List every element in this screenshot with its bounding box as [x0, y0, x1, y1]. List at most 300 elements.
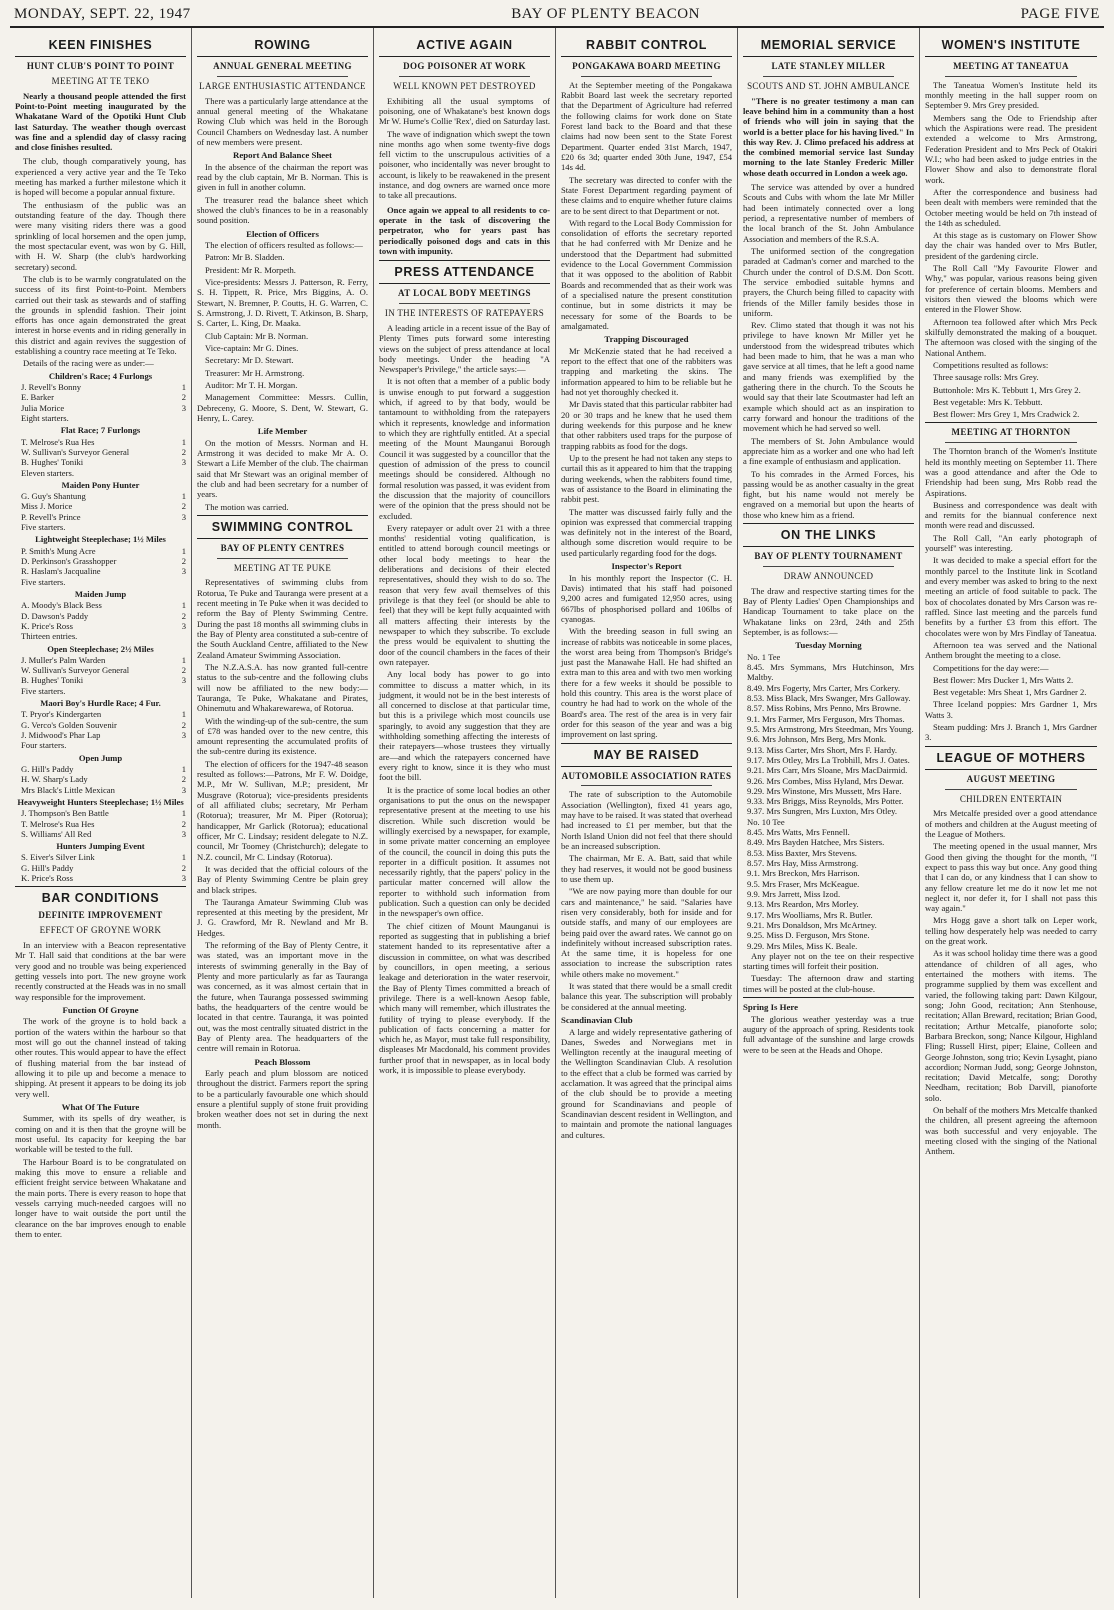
- paragraph: Vice-presidents: Messrs J. Patterson, R. Ferry, S. H. Tippett, R. Price, Mrs Biggins, A. O. Stewart, N. Bremner, P. Coutts, H. G. Warren, C. S. Armstrong, J. D. Rivett, T. Atkinson, B. Sharp, S. Carter, L. King, Dr. Maaka.: [197, 277, 368, 329]
- placing: 1: [181, 491, 186, 502]
- paragraph: Best vegetable: Mrs K. Tebbutt.: [933, 396, 1043, 407]
- divider: [925, 769, 1097, 770]
- draw-entry: 8.45. Mrs Symmans, Mrs Hutchinson, Mrs Maltby.: [747, 662, 914, 683]
- paragraph: Treasurer: Mr H. Armstrong.: [205, 367, 305, 378]
- subhead: ANNUAL GENERAL MEETING: [213, 61, 352, 71]
- headline-active-again: ACTIVE AGAIN: [416, 38, 513, 52]
- paragraph: Mr McKenzie stated that he had received a report to the effect that one of the rabbiters was trapping and marketing the skins. The information appeared to him to be reliable but he had not yet thoroughly checked it.: [561, 345, 732, 398]
- placing: 2: [181, 446, 186, 457]
- article-body: [197, 162, 368, 226]
- race-title: Heavyweight Hunters Steeplechase; 1½ Miles: [17, 796, 184, 807]
- paragraph: The members of St. John Ambulance would appreciate him as a worker and one who had left a fine example of enthusiasm and application.: [743, 435, 914, 467]
- article-body: [743, 182, 914, 520]
- divider: [743, 546, 914, 547]
- paragraph: Exhibiting all the usual symptoms of poisoning, one of Whakatane's best known dogs Mr W. Hume's Collie 'Rex', died on Saturday last.: [379, 95, 551, 127]
- horse-name: Mrs Black's Little Mexican: [21, 784, 115, 795]
- paragraph: The meeting opened in the usual manner, Mrs Good then giving the thought for the month, "I expect to pass this way but once. Any good thing that I can do, or any kindness that I can show to any fellow creature let me do it now let me not neglect it, nor defer it, for I shall not pass this way again.": [925, 841, 1097, 914]
- placing: 2: [181, 818, 186, 829]
- subhead: HUNT CLUB'S POINT TO POINT: [26, 61, 175, 71]
- draw-entry: 9.17. Mrs Otley, Mrs La Trobhill, Mrs J. Oates.: [747, 754, 910, 765]
- subhead: MEETING AT TANEATUA: [953, 61, 1069, 71]
- paragraph: The service was attended by over a hundred Scouts and Cubs with whom the late Mr Miller had been intimately connected over a long period, a representative number of members of the local branch of the St. John Ambulance Association and members of the R.S.A.: [743, 182, 914, 244]
- race-result-row: [15, 621, 186, 631]
- subhead: DEFINITE IMPROVEMENT: [38, 910, 163, 921]
- horse-name: B. Hughes' Toniki: [21, 457, 84, 468]
- paragraph: The glorious weather yesterday was a true augury of the approach of spring. Residents took full advantage of the sunshine and large crowds were to be seen at the Heads and Ohope.: [743, 1013, 914, 1055]
- divider: [925, 746, 1097, 747]
- paragraph: After the correspondence and business had been dealt with members were reminded that the October meeting would be held on 7th instead of the 14th as scheduled.: [925, 186, 1097, 228]
- draw-entry: 9.29. Mrs Miles, Miss K. Beale.: [747, 940, 858, 951]
- placing: 1: [181, 852, 186, 863]
- horse-name: K. Price's Ross: [21, 620, 73, 631]
- draw-entry: 8.53. Miss Baxter, Mrs Stevens.: [747, 847, 857, 858]
- section-heading: Trapping Discouraged: [604, 334, 689, 345]
- paragraph: The Taneatua Women's Institute held its monthly meeting in the hall supper room on September 9. Mrs Grey presided.: [925, 79, 1097, 111]
- draw-entry: 9.5. Mrs Armstrong, Mrs Steedman, Mrs Young.: [747, 723, 914, 734]
- headline-rowing: ROWING: [254, 38, 311, 52]
- headline-league-of-mothers: LEAGUE OF MOTHERS: [936, 750, 1086, 765]
- paragraph: Buttonhole: Mrs K. Tebbutt 1, Mrs Grey 2.: [933, 384, 1081, 395]
- masthead: [10, 6, 1104, 28]
- article-body: [925, 80, 1097, 420]
- placing: 3: [181, 828, 186, 839]
- horse-name: P. Smith's Mung Acre: [21, 545, 96, 556]
- paragraph: The election of officers for the 1947-48 season resulted as follows:—Patrons, Mr F. W. Doidge, M.P., Mr W. Sullivan, M.P.; president, Mr Musgrave (Rotorua); vice-presidents presidents of all affiliated clubs; secretary, Mr Perham (Rotorua); treasurer, Mr M. Piper (Rotorua); handicapper, Mr Garlick (Rotorua); educational officer, Mr C. Lindsay; resident delegate to N.Z. council, Mr Toomey (Christchurch); delegate to N.Z. council, Mr C. Lindsay (Rotorua).: [197, 758, 368, 862]
- paragraph: At this stage as is customary on Flower Show day the chair was handed over to Mrs Butler, president of the gardening circle.: [925, 230, 1097, 261]
- paragraph: On behalf of the mothers Mrs Metcalfe thanked the children, all present agreeing the afternoon was both successful and very enjoyable. The meeting closed with the singing of the National Anthem.: [925, 1105, 1097, 1157]
- divider: [763, 566, 894, 567]
- race-title: Maori Boy's Hurdle Race; 4 Fur.: [40, 698, 161, 709]
- paragraph: In an interview with a Beacon representative Mr T. Hall said that conditions at the bar were very good and no trouble was being experienced getting vessels into port. The new groyne work recently constructed at the Heads was in no small way responsible for the improvement.: [15, 940, 186, 1002]
- subhead: AT LOCAL BODY MEETINGS: [398, 288, 531, 299]
- draw-entry: 9.13. Mrs Reardon, Mrs Morley.: [747, 899, 859, 910]
- deck: MEETING AT TE PUKE: [233, 562, 332, 573]
- paragraph: A large and widely representative gathering of Danes, Swedes and Norwegians met in Wellington recently at the inaugural meeting of the Wellington Scandinavian Club. A resolution to the effect that a club be formed was carried by acclamation. It was agreed that the principal aims of the club should be to provide a meeting ground for Scandinavians and people of Scandinavian descent resident in Wellington, and to maintain and promote the national languages and cultures.: [561, 1026, 732, 1140]
- placing: 2: [181, 665, 186, 676]
- horse-name: G. Hill's Paddy: [21, 763, 74, 774]
- horse-name: T. Pryor's Kindergarten: [21, 709, 102, 720]
- paragraph: The N.Z.A.S.A. has now granted full-centre status to the sub-centre and the following clubs will now be affiliated to the new body:—Tauranga, Te Puke, Whakatane and Pirates, Ohinemutu and Whakarewarewa, of Rotorua.: [197, 661, 368, 714]
- race-result-row: [15, 774, 186, 784]
- placing: 2: [181, 556, 186, 567]
- paragraph: In the absence of the chairman the report was read by the club captain, Mr B. Norman. This is given in full in another column.: [197, 161, 368, 193]
- placing: 2: [181, 392, 186, 403]
- horse-name: P. Revell's Prince: [21, 511, 81, 522]
- article-body: [197, 577, 368, 1053]
- race-title: Open Steeplechase; 2½ Miles: [47, 643, 154, 654]
- paragraph: Competitions for the day were:—: [933, 662, 1049, 673]
- article-body: [561, 1027, 732, 1140]
- article-body: [197, 240, 368, 423]
- divider: [743, 523, 914, 524]
- draw-entry: 9.37. Mrs Sungren, Mrs Luxton, Mrs Otley.: [747, 806, 898, 817]
- article-body: [15, 156, 186, 368]
- lede: "There is no greater testimony a man can leave behind him in a community than a host of friends who will join in saying that the world is a better place for his having lived." In this way Rev. J. Climo prefaced his address at the combined memorial service last Sunday morning to the late Stanley Frederic Miller whose death occurred in London a week ago.: [743, 95, 914, 178]
- deck: SCOUTS AND ST. JOHN AMBULANCE: [747, 80, 910, 91]
- subhead: AUGUST MEETING: [966, 773, 1056, 784]
- horse-name: K. Price's Ross: [21, 873, 73, 884]
- race-result-row: [15, 403, 186, 413]
- headline-rabbit-control: RABBIT CONTROL: [586, 38, 707, 52]
- race-result-row: [15, 863, 186, 873]
- divider: [15, 56, 186, 57]
- race-result-row: [15, 819, 186, 829]
- divider: [197, 56, 368, 57]
- horse-name: S. Williams' All Red: [21, 828, 92, 839]
- draw-entry: 8.49. Mrs Fogerty, Mrs Carter, Mrs Corkery.: [747, 682, 900, 693]
- horse-name: G. Verco's Golden Souvenir: [21, 719, 117, 730]
- placing: 2: [181, 610, 186, 621]
- paragraph: The Tauranga Amateur Swimming Club was represented at this meeting by the president, Mr J. G. Crawford, Mr R. Newland and Mr B. Hedges.: [197, 896, 368, 938]
- paragraph: Three sausage rolls: Mrs Grey.: [933, 372, 1039, 383]
- divider: [945, 789, 1077, 790]
- horse-name: G. Guy's Shantung: [21, 491, 86, 502]
- columns: [10, 28, 1104, 1598]
- divider: [561, 766, 732, 767]
- horse-name: G. Hill's Paddy: [21, 862, 74, 873]
- section-heading: Inspector's Report: [611, 561, 682, 572]
- race-title: Hunters Jumping Event: [56, 841, 145, 852]
- column-2: [192, 28, 374, 1598]
- subhead: DOG POISONER AT WORK: [403, 61, 526, 71]
- race-result-row: [15, 611, 186, 621]
- article-body: [561, 573, 732, 740]
- article-body: [197, 96, 368, 148]
- paragraph: With regard to the Local Body Commission for consolidation of efforts the secretary reported that he had conferred with Mr Denize and he understood that the Department had submitted evidence to the Local Government Commission that it was opposed to the abolition of Rabbit Boards and recommended that as their work was of a specialised nature the present constitution continue, but in some districts it may be necessary for some of the Boards to be amalgamated.: [561, 217, 732, 331]
- section-heading: Life Member: [257, 426, 308, 437]
- paragraph: Steam pudding: Mrs J. Branch 1, Mrs Gardner 3.: [925, 722, 1097, 743]
- article-body: [925, 808, 1097, 1156]
- masthead-paper: BAY OF PLENTY BEACON: [511, 6, 700, 22]
- placing: 1: [181, 808, 186, 819]
- paragraph: President: Mr R. Morpeth.: [205, 264, 296, 275]
- horse-name: H. W. Sharp's Lady: [21, 774, 88, 785]
- draw-entry: 9.33. Mrs Briggs, Miss Reynolds, Mrs Potter.: [747, 796, 904, 807]
- placing: 3: [181, 784, 186, 795]
- paragraph: Members sang the Ode to Friendship after which the Aspirations were read. The president extended a welcome to Mrs Armstrong, Federation President and to Mrs Peck of Otakiri W.I.; who had been asked to judge entries in the Flower Show and also to demonstrate floral work.: [925, 112, 1097, 185]
- paragraph: Any player not on the tee on their respective starting times will forfeit their position.: [743, 950, 914, 972]
- article-body: [379, 323, 550, 1076]
- race-results: [15, 371, 186, 884]
- divider: [743, 997, 914, 998]
- headline-bar-conditions: BAR CONDITIONS: [41, 891, 160, 906]
- paragraph: The Thornton branch of the Women's Institute held its monthly meeting on September 11. There was a good attendance and after the Ode to Friendship had been sung, Mrs Robb read the Aspirations.: [925, 446, 1097, 498]
- paragraph: With the winding-up of the sub-centre, the sum of £78 was handed over to the new centre, this amount representing the accumulated profits of the sub-centre during its existence.: [197, 715, 368, 757]
- race-result-row: [15, 720, 186, 730]
- divider: [925, 422, 1097, 423]
- race-result-row: [15, 566, 186, 576]
- headline-keen-finishes: KEEN FINISHES: [48, 38, 153, 52]
- paragraph: As it was school holiday time there was a good attendance of children of all ages, who entertained the mothers with items. The programme supplied by them was excellent and varied, the following taking part: Dawn Kilgour, song; John Good, recitation; Ann Stenhouse, recitation; Allan Breward, recitation; Brian Good, recitation; Arthur Metcalfe, pianoforte solo; Barbara Breckon, song; Nance Kilgour, Highland Fling; Russell Hirst, piper; Elaine, Colleen and George Johnston, song trio; Kevin Lysaght, piano accordion; Norman Judd, song; George Johnston, recitation; David Metcalfe, song; Dorothy Needham, recitation; Bob Darvill, pianoforte solo.: [925, 948, 1097, 1103]
- draw-entry: 8.45. Mrs Watts, Mrs Fennell.: [747, 827, 850, 838]
- divider: [581, 785, 712, 786]
- race-result-row: [15, 600, 186, 610]
- horse-name: T. Melrose's Rua Hes: [21, 818, 95, 829]
- headline-swimming-control: SWIMMING CONTROL: [211, 519, 354, 534]
- deck: LARGE ENTHUSIASTIC ATTENDANCE: [199, 80, 366, 91]
- placing: 2: [181, 501, 186, 512]
- placing: 3: [181, 457, 186, 468]
- paragraph: Business and correspondence was dealt with and remits for the biannual conference next month were read and discussed.: [925, 499, 1097, 531]
- draw-entry: 8.49. Mrs Bayden Hatchee, Mrs Sisters.: [747, 837, 885, 848]
- paragraph: The election of officers resulted as follows:—: [205, 240, 363, 251]
- paragraph: The club, though comparatively young, has experienced a very active year and the Te Teko meeting has marked a further milestone which it is hoped will become a popular annual fixture.: [15, 156, 186, 198]
- race-result-row: [15, 655, 186, 665]
- horse-name: Julia Morice: [21, 402, 65, 413]
- horse-name: J. Midwood's Phar Lap: [21, 730, 101, 741]
- race-starters: Five starters.: [21, 685, 66, 696]
- paragraph: Every ratepayer or adult over 21 with a three months' residential voting qualification, is entitled to attend borough council meetings or other local body meetings to hear the deliberations and decisions of their elected representatives, should they wish to do so. The reason that very few avail themselves of this privilege is that they feel (or should be able to feel) that they will be kept fully acquainted with all matters affecting their interests by the newspaper to which they subscribe. To exclude the press would be equivalent to shutting the door of the council chambers in the faces of their own ratepayer.: [379, 522, 550, 667]
- horse-name: B. Hughes' Toniki: [21, 675, 84, 686]
- headline-memorial-service: MEMORIAL SERVICE: [760, 38, 897, 52]
- race-starters: Five starters.: [21, 522, 66, 533]
- paragraph: Management Committee: Messrs. Cullin, Debreceny, G. Moore, S. Dent, W. Stewart, G. Henry, L. Carey.: [197, 392, 368, 423]
- paragraph: Afternoon tea followed after which Mrs Peck skilfully demonstrated the making of a bouquet. The afternoon was closed with the singing of the National Anthem.: [925, 316, 1097, 358]
- horse-name: R. Haslam's Jacqualine: [21, 566, 101, 577]
- paragraph: Afternoon tea was served and the National Anthem brought the meeting to a close.: [925, 639, 1097, 661]
- paragraph: On the motion of Messrs. Norman and H. Armstrong it was decided to make Mr A. O. Stewart a Life Member of the club. The chairman said that Mr Stewart was an original member of the club and had been secretary for a number of years.: [197, 437, 368, 500]
- divider: [379, 283, 550, 284]
- article-body: [561, 789, 732, 1012]
- horse-name: J. Revell's Bonny: [21, 382, 82, 393]
- divider: [763, 76, 894, 77]
- race-result-row: [15, 730, 186, 740]
- horse-name: D. Dawson's Paddy: [21, 610, 89, 621]
- divider: [925, 56, 1097, 57]
- paragraph: In his monthly report the Inspector (C. H. Davis) intimated that his staff had poisoned 9,200 acres and fumigated 12,950 acres, using 667lbs of phosphorised pollard and 106lbs of cyanogas.: [561, 572, 732, 624]
- lede: Nearly a thousand people attended the first Point-to-Point meeting inaugurated by the Whakatane Ward of the Opotiki Hunt Club last Saturday. The weather though overcast was fine and a splendid day of classy racing and close finishes resulted.: [15, 90, 186, 153]
- paragraph: The uniformed section of the congregation paraded at Cadman's corner and marched to the Church under the control of D.S.M. Don Scott. The service embodied suitable hymns and prayers, the Church being filled to capacity with friends of the Miller family besides those in uniform.: [743, 245, 914, 318]
- paragraph: Up to the present he had not taken any steps to curtail this as it appeared to him that the trapping during weekends, when the rabbiters found time, was of assistance to the Board in eliminating the rabbit pest.: [561, 452, 732, 505]
- horse-name: W. Sullivan's Surveyor General: [21, 446, 130, 457]
- race-result-row: [15, 829, 186, 839]
- horse-name: S. Eiver's Silver Link: [21, 852, 95, 863]
- placing: 3: [181, 730, 186, 741]
- article-body: [197, 1068, 368, 1130]
- paragraph: Vice-captain: Mr G. Dines.: [205, 342, 299, 353]
- article-body: [743, 586, 914, 638]
- paragraph: Early peach and plum blossom are noticed throughout the district. Farmers report the spring to be a particularly favourable one which should ensure a plentiful supply of stone fruit providing broken weather does not set in during the next month.: [197, 1068, 368, 1130]
- article-body: [925, 446, 1097, 742]
- article-body: [15, 1016, 186, 1099]
- headline-womens-institute: WOMEN'S INSTITUTE: [941, 38, 1081, 52]
- subhead: AUTOMOBILE ASSOCIATION RATES: [561, 770, 732, 781]
- placing: 1: [181, 545, 186, 556]
- paragraph: It was stated that there would be a small credit balance this year. The subscription will probably be considered at the annual meeting.: [561, 981, 732, 1012]
- deck: IN THE INTERESTS OF RATEPAYERS: [384, 308, 545, 319]
- race-result-row: [15, 675, 186, 685]
- race-result-row: [15, 491, 186, 501]
- draw-entry: 9.25. Miss D. Ferguson, Mrs Stone.: [747, 930, 870, 941]
- paragraph: The Harbour Board is to be congratulated on making this move to ensure a reliable and efficient freight service between Whakatane and the main ports. There is every reason to hope that vessels carrying much-needed cargoes will no longer have to wait outside the port until the clearance on the bar improves enough to enable them to enter.: [15, 1156, 186, 1239]
- race-result-row: [15, 457, 186, 467]
- draw-entry: 9.17. Mrs Woolliams, Mrs R. Butler.: [747, 909, 873, 920]
- divider: [197, 515, 368, 516]
- horse-name: E. Barker: [21, 392, 54, 403]
- draw-list: [743, 652, 914, 951]
- paragraph: The Roll Call, "An early photograph of yourself" was interesting.: [925, 532, 1097, 554]
- horse-name: A. Moody's Black Bess: [21, 600, 102, 611]
- divider: [197, 538, 368, 539]
- paragraph: It was decided to make a special effort for the monthly parcel to the Institute link in Scotland and every member was asked to bring to the next meeting an article of food suitable to pack. The box of chocolates donated by Mrs Carson was re-raffled. Since last meeting and the parcels fund benefits by a further £3 from this effort. The chocolates were won by Mrs Findlay of Taneatua.: [925, 555, 1097, 638]
- draw-entry: 9.5. Mrs Fraser, Mrs McKeague.: [747, 878, 860, 889]
- paragraph: Three Iceland poppies: Mrs Gardner 1, Mrs Watts 3.: [925, 699, 1097, 720]
- paragraph: Best vegetable: Mrs Sheat 1, Mrs Gardner 2.: [933, 687, 1087, 698]
- placing: 1: [181, 654, 186, 665]
- deck: EFFECT OF GROYNE WORK: [39, 925, 162, 936]
- race-starters: Four starters.: [21, 740, 67, 751]
- race-result-row: [15, 546, 186, 556]
- placing: 2: [181, 719, 186, 730]
- column-5: [738, 28, 920, 1598]
- divider: [561, 743, 732, 744]
- paragraph: Details of the racing were as under:—: [23, 358, 154, 369]
- paragraph: The work of the groyne is to hold back a portion of the waters within the harbour so that most will go out the channel instead of taking other routes. This would appear to have the effect of flushing material from the bar instead of allowing it to pile up and become a menace to shipping. At present it appears to be doing its job very well.: [15, 1016, 186, 1099]
- section-heading: Scandinavian Club: [561, 1015, 633, 1025]
- race-title: Maiden Pony Hunter: [61, 479, 140, 490]
- headline-on-the-links: ON THE LINKS: [780, 528, 877, 543]
- horse-name: T. Melrose's Rua Hes: [21, 436, 95, 447]
- masthead-date: MONDAY, SEPT. 22, 1947: [14, 6, 191, 22]
- paragraph: A leading article in a recent issue of the Bay of Plenty Times puts forward some interesting views on the subject of press attendance at local body meetings. Under the heading "A Newspaper's Privilege," the article says:—: [379, 322, 550, 375]
- article-body: [561, 80, 732, 332]
- draw-entry: 9.1. Mrs Breckon, Mrs Harrison.: [747, 868, 860, 879]
- paragraph: The enthusiasm of the public was an outstanding feature of the day. Though there were many visiting riders there was a good sprinkling of local horsemen and the open jump, the most spectacular event, was won by G. Hill, with H. W. Sharp (the club's hardworking secretary) second.: [15, 199, 186, 272]
- race-starters: Eight starters.: [21, 412, 69, 423]
- paragraph: Tuesday: The afternoon draw and starting times will be posted at the club-house.: [743, 973, 914, 994]
- article-body: [15, 940, 186, 1002]
- paragraph: Rev. Climo stated that though it was not his privilege to have known Mr Miller yet he understood from the widespread tributes which had been made to him, that he was a man who gave service at all times, that he left a good name and many friends was exemplified by the gathering there in the church. To the Scouts he would say that their late Scoutmaster had left an example which should act as an inspiration to carry forward and honour the traditions of the movement which he had served so well.: [743, 320, 914, 434]
- paragraph: It is the practice of some local bodies an other organisations to put the onus on the newspaper representative present at the meeting to use his discretion. While such discretion would be willingly exercised by a newspaper, for example, in some private matter concerning an employee of the council, the council in doing this puts the reporter in a difficult position. It assumes not necessarily rightly, that the papers' policy in the particular matter concerned will allow the reporter to withhold such information from publication. Such a question can only be decided in the newspaper's own office.: [379, 784, 550, 919]
- divider: [379, 56, 550, 57]
- placing: 3: [181, 873, 186, 884]
- divider: [15, 886, 186, 887]
- paragraph: Competitions resulted as follows:: [933, 359, 1049, 370]
- paragraph: Representatives of swimming clubs from Rotorua, Te Puke and Tauranga were present at a recent meeting in Te Puke when it was decided to reform the Bay of Plenty Swimming Centre. During the past 18 months all swimming clubs in the Bay of Plenty area constituted a sub-centre of the South Auckland Centre, affiliated to the New Zealand Amateur Swimming Association.: [197, 577, 368, 660]
- horse-name: Miss J. Morice: [21, 501, 73, 512]
- divider: [561, 56, 732, 57]
- race-result-row: [15, 556, 186, 566]
- article-body: [743, 1014, 914, 1055]
- paragraph: Best flower: Mrs Ducker 1, Mrs Watts 2.: [933, 674, 1074, 685]
- horse-name: J. Thompson's Ben Battle: [21, 808, 109, 819]
- column-1: [10, 28, 192, 1598]
- paragraph: Mr Davis stated that this particular rabbiter had 20 or 30 traps and he knew that he used them during weekends for this purpose and he knew that other rabbiters used traps for the purpose of trapping rabbits as food for the dogs.: [561, 399, 732, 451]
- article-body: [561, 346, 732, 558]
- draw-entry: 9.21. Mrs Carr, Mrs Sloane, Mrs MacDairmid.: [747, 765, 908, 776]
- paragraph: "We are now paying more than double for our cars and maintenance," he said. "Salaries have risen very considerably, both for inside and for outside staffs, and many of our employees are being paid over the award rates. We cannot go on indefinitely without increased subscription rates. At the same time, it is hopeless for one association to increase the subscription rates while others make no movement.": [561, 886, 732, 979]
- horse-name: W. Sullivan's Surveyor General: [21, 665, 130, 676]
- race-result-row: [15, 808, 186, 818]
- race-result-row: [15, 785, 186, 795]
- divider: [217, 558, 348, 559]
- race-result-row: [15, 764, 186, 774]
- column-6: [920, 28, 1102, 1598]
- draw-entry: 8.53. Miss Black, Mrs Swanger, Mrs Galloway.: [747, 693, 911, 704]
- horse-name: D. Perkinson's Grasshopper: [21, 556, 117, 567]
- draw-entry: 9.13. Miss Carter, Mrs Short, Mrs F. Hardy.: [747, 744, 897, 755]
- race-title: Flat Race; 7 Furlongs: [60, 425, 141, 436]
- race-starters: Five starters.: [21, 576, 66, 587]
- race-result-row: [15, 501, 186, 511]
- placing: 1: [181, 709, 186, 720]
- column-4: [556, 28, 738, 1598]
- paragraph: The matter was discussed fairly fully and the opinion was expressed that commercial trapping was definitely not in the interest of the Board, although some discretion would require to be used particularly regarding food for the dogs.: [561, 506, 732, 558]
- race-starters: Eleven starters.: [21, 467, 74, 478]
- paragraph: The Roll Call "My Favourite Flower and Why," was popular, various reasons being given for preference of certain blooms. Members and visitors then viewed the blooms which were entered in the Flower Show.: [925, 263, 1097, 315]
- draw-entry: No. 10 Tee: [747, 816, 785, 827]
- draw-entry: 9.26. Mrs Combes, Miss Hyland, Mrs Dewar.: [747, 775, 904, 786]
- headline-may-be-raised: MAY BE RAISED: [593, 747, 700, 762]
- race-result-row: [15, 512, 186, 522]
- section-heading: Tuesday Morning: [795, 640, 862, 651]
- divider: [743, 56, 914, 57]
- paragraph: The motion was carried.: [205, 501, 289, 512]
- paragraph: Mrs Hogg gave a short talk on Leper work, telling how desperately help was needed to carry on the great work.: [925, 915, 1097, 947]
- placing: 1: [181, 382, 186, 393]
- section-heading: Peach Blossom: [254, 1056, 311, 1067]
- paragraph: With the breeding season in full swing an increase of rabbits was noticeable in some places, the worst area being from Thompson's Bridge's just past the Manawahe Hall. He had shifted an extra man to this area and with two men working there for a few weeks it should be possible to hold this country. This area is the worst place of country he had had to work on the whole of the Board's area. The rest of the area is in very fair order for this season of the year and was a big improvement on last spring.: [561, 626, 732, 740]
- race-result-row: [15, 665, 186, 675]
- deck: CHILDREN ENTERTAIN: [959, 793, 1063, 804]
- section-heading: Report And Balance Sheet: [233, 150, 332, 161]
- draw-entry: 9.1. Mrs Farmer, Mrs Ferguson, Mrs Thomas.: [747, 713, 905, 724]
- placing: 1: [181, 436, 186, 447]
- race-starters: Thirteen entries.: [21, 631, 78, 642]
- placing: 3: [181, 566, 186, 577]
- paragraph: It was decided that the official colours of the Bay of Plenty Swimming Centre be plain grey and black stripes.: [197, 863, 368, 895]
- article-body: [743, 951, 914, 994]
- section-heading: Spring Is Here: [743, 1002, 799, 1013]
- divider: [217, 76, 348, 77]
- draw-entry: 8.57. Mrs Hay, Miss Armstrong.: [747, 858, 859, 869]
- divider: [379, 260, 550, 261]
- paragraph: Summer, with its spells of dry weather, is coming on and it is then that the groyne will be most useful. Its capacity for keeping the bar workable will be tested to the full.: [15, 1113, 186, 1155]
- race-result-row: [15, 873, 186, 883]
- section-heading: Election of Officers: [246, 228, 319, 239]
- paragraph: Patron: Mr B. Sladden.: [205, 252, 285, 263]
- paragraph: Mrs Metcalfe presided over a good attendance of mothers and children at the August meeting of the League of Mothers.: [925, 808, 1097, 839]
- placing: 3: [181, 402, 186, 413]
- placing: 2: [181, 774, 186, 785]
- draw-entry: 9.21. Mrs Donaldson, Mrs McArtney.: [747, 919, 877, 930]
- race-result-row: [15, 437, 186, 447]
- placing: 2: [181, 862, 186, 873]
- paragraph: Auditor: Mr T. H. Morgan.: [205, 379, 298, 390]
- subhead: MEETING AT THORNTON: [951, 427, 1071, 438]
- headline-press-attendance: PRESS ATTENDANCE: [394, 265, 535, 280]
- placing: 1: [181, 600, 186, 611]
- paragraph: The chairman, Mr E. A. Batt, said that while they had reserves, it would not be good business to use them up.: [561, 853, 732, 884]
- draw-entry: 9.9. Mrs Jarrett, Miss Izod.: [747, 888, 841, 899]
- column-3: [374, 28, 556, 1598]
- horse-name: J. Muller's Palm Warden: [21, 654, 106, 665]
- race-result-row: [15, 852, 186, 862]
- draw-entry: 8.57. Miss Robins, Mrs Penno, Mrs Browne.: [747, 703, 901, 714]
- masthead-page: PAGE FIVE: [1020, 6, 1100, 22]
- subhead: PONGAKAWA BOARD MEETING: [572, 61, 721, 71]
- article-body: [379, 96, 550, 201]
- divider: [399, 303, 530, 304]
- deck: WELL KNOWN PET DESTROYED: [393, 80, 536, 91]
- article-body: [197, 438, 368, 512]
- race-result-row: [15, 709, 186, 719]
- paragraph: The wave of indignation which swept the town nine months ago when some twenty-five dogs fell victim to the unscrupulous activities of a poisoner, who incidentally was never brought to account, is likely to be reawakened in the present instance, and dog owners are warned once more to take all precautions.: [379, 128, 550, 201]
- paragraph: The rate of subscription to the Automobile Association (Wellington), fixed 41 years ago, may have to be raised. It was stated that overhead had increased to £1 per member, but that the North Island Union did not feel that there should be an increased subscription.: [561, 789, 732, 851]
- deck: MEETING AT TE TEKO: [51, 75, 150, 86]
- paragraph: Any local body has power to go into committee to discuss a matter which, in its judgment, it would not be in the best interests of all concerned to disclose at that particular time, but this is a privilege which most councils use sparingly, to avoid any suggestion that they are withholding something affecting the interests of their ratepayers—whose trustees they virtually are—and which the ratepayers concerned have every right to know, since it is they who must foot the bill.: [379, 669, 550, 783]
- subhead: BAY OF PLENTY TOURNAMENT: [754, 551, 903, 562]
